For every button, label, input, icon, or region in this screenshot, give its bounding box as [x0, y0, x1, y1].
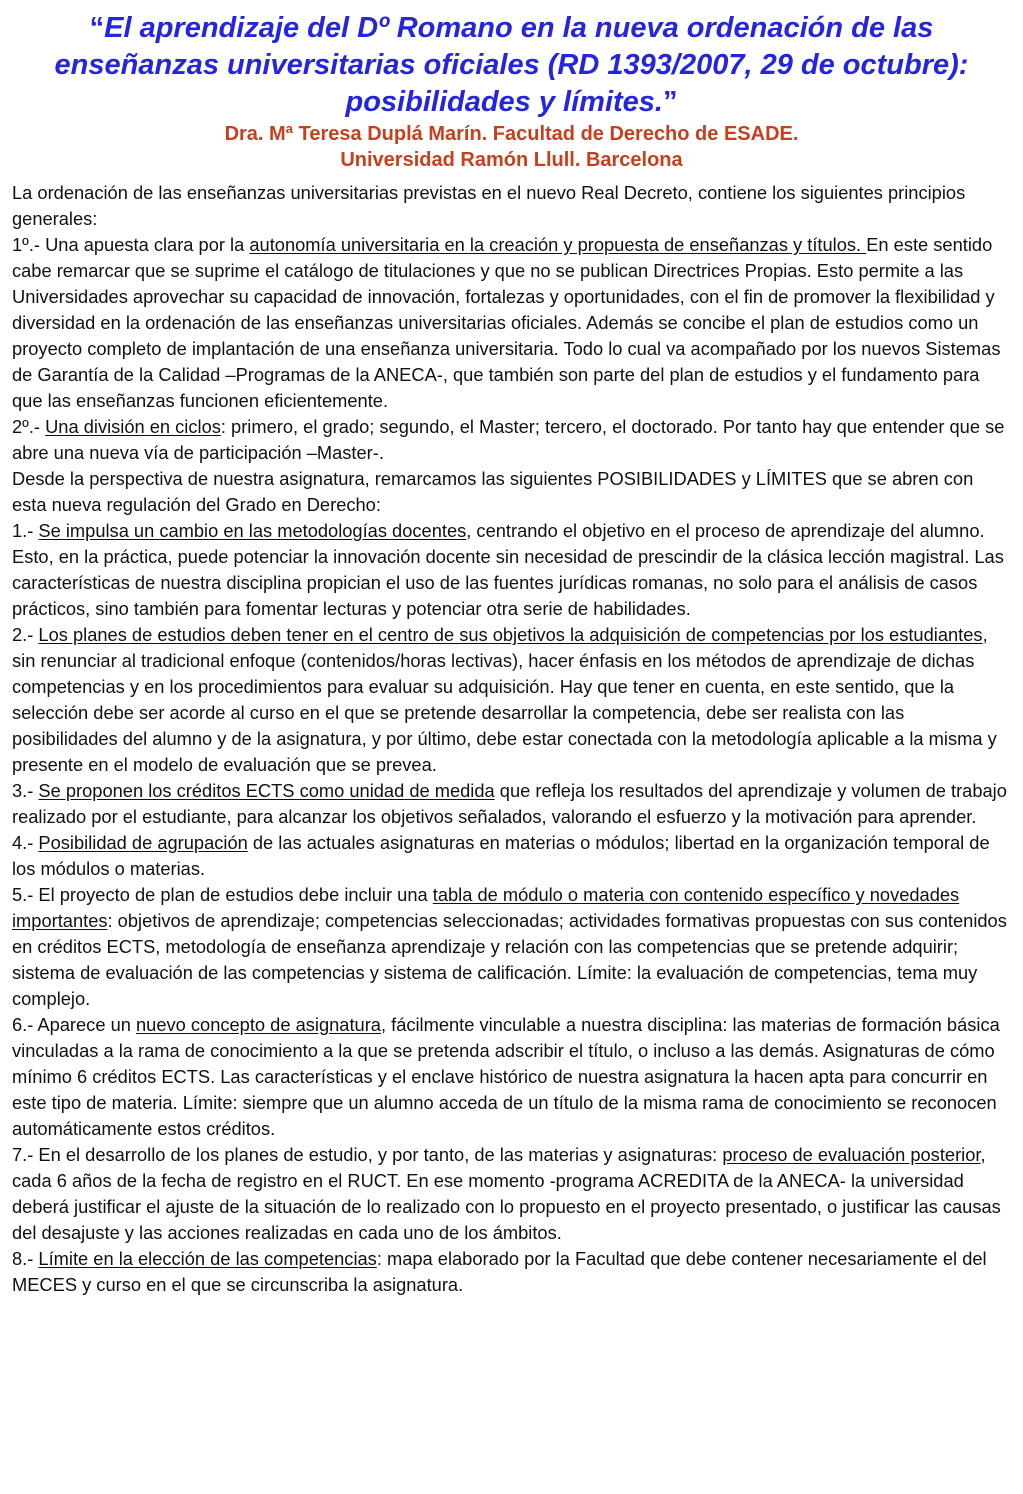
list-item	[12, 1142, 1011, 1246]
author-line-1: Dra. Mª Teresa Duplá Marín. Facultad de Derecho de ESADE.	[224, 123, 799, 145]
item-prefix: 2.-	[12, 624, 39, 645]
author-line-2: Universidad Ramón Llull. Barcelona	[340, 149, 683, 171]
item-prefix: 6.- Aparece un	[12, 1014, 136, 1035]
item-underlined: Posibilidad de agrupación	[38, 832, 248, 853]
list-item	[12, 778, 1011, 830]
principle-1-paragraph	[12, 232, 1011, 414]
title-text: El aprendizaje del Dº Romano en la nueva ordenación de las enseñanzas universitarias oficiales (RD 1393/2007, 29 de octubre): posibilidades y límites.	[54, 12, 969, 118]
item-prefix: 3.-	[12, 780, 39, 801]
item-prefix: 4.-	[12, 832, 39, 853]
perspective-paragraph: Desde la perspectiva de nuestra asignatura, remarcamos las siguientes POSIBILIDADES y LÍMITES que se abren con esta nueva regulación del Grado en Derecho:	[12, 468, 974, 515]
list-item	[12, 1246, 1011, 1298]
principle-2-paragraph	[12, 414, 1011, 466]
item-text: , sin renunciar al tradicional enfoque (contenidos/horas lectivas), hacer énfasis en los métodos de aprendizaje de dichas competencias y en los procedimientos para evaluar su adquisición. Hay que tener en cuenta, en este sentido, que la selección debe ser acorde al curso en el que se pretende desarrollar la competencia, debe ser realista con las posibilidades del alumno y de la asignatura, y por último, debe estar conectada con la metodología aplicable a la misma y presente en el modelo de evaluación que se prevea.	[12, 624, 997, 775]
list-item	[12, 882, 1011, 1012]
item-underlined: tabla de módulo o materia con contenido específico y novedades importantes	[12, 884, 960, 931]
item-prefix: 7.- En el desarrollo de los planes de estudio, y por tanto, de las materias y asignaturas:	[12, 1144, 723, 1165]
list-item	[12, 1012, 1011, 1142]
item-text: que refleja los resultados del aprendizaje y volumen de trabajo realizado por el estudiante, para alcanzar los objetivos señalados, valorando el esfuerzo y la motivación para aprender.	[12, 780, 1007, 827]
principle-2-prefix: 2º.-	[12, 416, 46, 437]
principle-1-text: En este sentido cabe remarcar que se suprime el catálogo de titulaciones y que no se publican Directrices Propias. Esto permite a las Universidades aprovechar su capacidad de innovación, fortalezas y oportunidades, con el fin de promover la flexibilidad y diversidad en la ordenación de las enseñanzas universitarias oficiales. Además se concibe el plan de estudios como un proyecto completo de implantación de una enseñanza universitaria. Todo lo cual va acompañado por los nuevos Sistemas de Garantía de la Calidad –Programas de la ANECA-, que también son parte del plan de estudios y el fundamento para que las enseñanzas funcionen eficientemente.	[12, 234, 1001, 411]
intro-paragraph: La ordenación de las enseñanzas universitarias previstas en el nuevo Real Decreto, contiene los siguientes principios generales:	[12, 182, 966, 229]
item-underlined: Límite en la elección de las competencias	[38, 1248, 377, 1269]
title-close-quote: ”	[663, 86, 678, 118]
item-prefix: 8.-	[12, 1248, 39, 1269]
list-item	[12, 622, 1011, 778]
item-underlined: Los planes de estudios deben tener en el centro de sus objetivos la adquisición de competencias por los estudiantes	[38, 624, 983, 645]
document-title	[12, 10, 1011, 121]
document-body	[12, 180, 1011, 1298]
list-item	[12, 830, 1011, 882]
item-text: , fácilmente vinculable a nuestra disciplina: las materias de formación básica vinculadas a la rama de conocimiento a la que se pretenda adscribir el título, o incluso a las demás. Asignaturas de cómo mínimo 6 créditos ECTS. Las características y el enclave histórico de nuestra asignatura la hacen apta para concurrir en este tipo de materia. Límite: siempre que un alumno acceda de un título de la misma rama de conocimiento se reconocen automáticamente estos créditos.	[12, 1014, 1000, 1139]
item-text: : mapa elaborado por la Facultad que debe contener necesariamente el del MECES y curso en el que se circunscriba la asignatura.	[12, 1248, 987, 1295]
item-prefix: 1.-	[12, 520, 39, 541]
principle-1-prefix: 1º.- Una apuesta clara por la	[12, 234, 250, 255]
item-text: de las actuales asignaturas en materias o módulos; libertad en la organización temporal de los módulos o materias.	[12, 832, 990, 879]
item-underlined: proceso de evaluación posterior	[722, 1144, 981, 1165]
item-text: : objetivos de aprendizaje; competencias seleccionadas; actividades formativas propuestas con sus contenidos en créditos ECTS, metodología de enseñanza aprendizaje y relación con las competencias que se pretende adquirir; sistema de evaluación de las competencias y sistema de calificación. Límite: la evaluación de competencias, tema muy complejo.	[12, 910, 1007, 1009]
list-item	[12, 518, 1011, 622]
principle-2-text: : primero, el grado; segundo, el Master; tercero, el doctorado. Por tanto hay que entender que se abre una nueva vía de participación –Master-.	[12, 416, 1005, 463]
item-underlined: nuevo concepto de asignatura	[136, 1014, 381, 1035]
item-text: , centrando el objetivo en el proceso de aprendizaje del alumno. Esto, en la práctica, puede potenciar la innovación docente sin necesidad de prescindir de la clásica lección magistral. Las características de nuestra disciplina propician el uso de las fuentes jurídicas romanas, no solo para el análisis de casos prácticos, sino también para fomentar lecturas y potenciar otra serie de habilidades.	[12, 520, 1004, 619]
item-underlined: Se proponen los créditos ECTS como unidad de medida	[38, 780, 495, 801]
principle-1-underlined: autonomía universitaria en la creación y propuesta de enseñanzas y títulos.	[249, 234, 867, 255]
item-prefix: 5.- El proyecto de plan de estudios debe incluir una	[12, 884, 433, 905]
item-underlined: Se impulsa un cambio en las metodologías docentes	[38, 520, 467, 541]
title-open-quote: “	[89, 12, 105, 44]
item-text: , cada 6 años de la fecha de registro en el RUCT. En ese momento -programa ACREDITA de la ANECA- la universidad deberá justificar el ajuste de la situación de lo realizado con lo propuesto en el proyecto presentado, o justificar las causas del desajuste y las acciones realizadas en cada uno de los ámbitos.	[12, 1144, 1001, 1243]
principle-2-underlined: Una división en ciclos	[45, 416, 221, 437]
